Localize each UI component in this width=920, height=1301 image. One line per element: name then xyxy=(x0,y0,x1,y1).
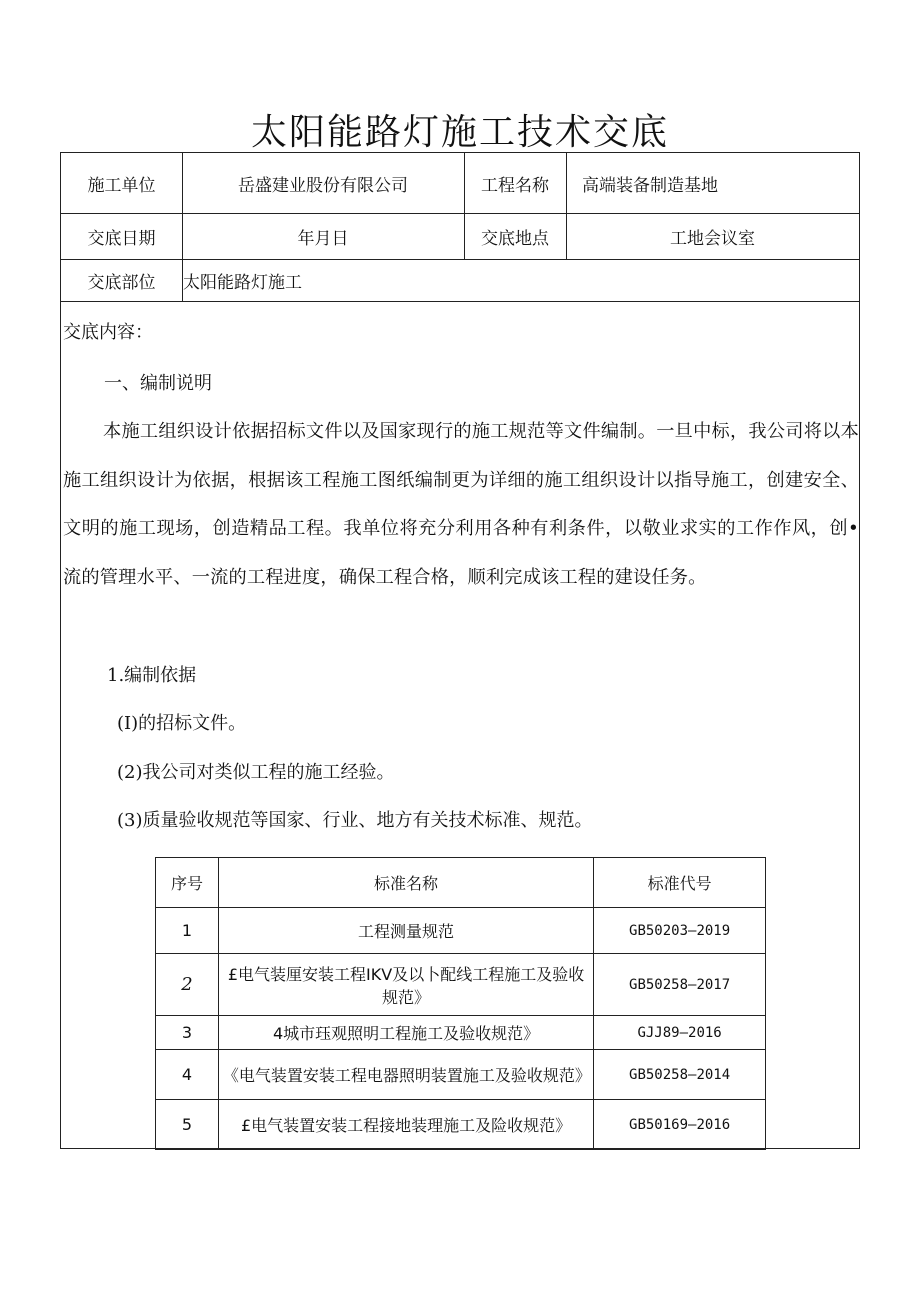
table-row xyxy=(156,954,766,1016)
content-heading: 交底内容： xyxy=(63,322,153,343)
description-paragraph xyxy=(63,408,859,602)
row-code: GB50258—2017 xyxy=(594,954,766,1016)
value-construction-unit: 岳盛建业股份有限公司 xyxy=(238,175,408,196)
label-disclosure-place: 交底地点 xyxy=(481,229,549,249)
section-heading: 一、编制说明 xyxy=(104,373,212,394)
row-no: 5 xyxy=(156,1100,219,1150)
header-code: 标准代号 xyxy=(594,858,766,908)
row-code: GB50203—2019 xyxy=(594,908,766,954)
header-name: 标准名称 xyxy=(218,858,593,908)
table-row xyxy=(156,1016,766,1050)
standards-table xyxy=(155,857,766,1150)
subsection-heading: 1.编制依据 xyxy=(107,665,197,686)
row-name: £电气装厘安装工程IKV及以卜配线工程施工及验收规范》 xyxy=(218,954,593,1016)
basis-item-3: (3)质量验收规范等国家、行业、地方有关技术标准、规范。 xyxy=(117,810,593,831)
basis-item-2: (2)我公司对类似工程的施工经验。 xyxy=(117,762,395,783)
disclosure-form xyxy=(60,152,860,1149)
row-name: £电气装置安装工程接地装理施工及险收规范》 xyxy=(218,1100,593,1150)
value-project-name: 高端装备制造基地 xyxy=(582,175,718,196)
document-title: 太阳能路灯施工技术交底 xyxy=(250,112,669,153)
header-no: 序号 xyxy=(156,858,219,908)
value-disclosure-place: 工地会议室 xyxy=(670,229,755,249)
header-row-3 xyxy=(61,260,859,302)
row-name: 4城市珏观照明工程施工及验收规范》 xyxy=(218,1016,593,1050)
label-construction-unit: 施工单位 xyxy=(87,175,156,196)
basis-item-1: (I)的招标文件。 xyxy=(117,713,247,734)
table-header-row xyxy=(156,858,766,908)
row-no: 3 xyxy=(156,1016,219,1050)
value-disclosure-part: 太阳能路灯施工 xyxy=(183,273,302,293)
table-row xyxy=(156,908,766,954)
table-row xyxy=(156,1050,766,1100)
row-code: GB50258—2014 xyxy=(594,1050,766,1100)
description-text: 本施工组织设计依据招标文件以及国家现行的施工规范等文件编制。一旦中标，我公司将以本施工组织设计为依据，根据该工程施工图纸编制更为详细的施工组织设计以指导施工，创建安全、文明的施工现场，创造精品工程。我单位将充分利用各种有利条件，以敬业求实的工作作风，创•流的管理水平、一流的工程进度，确保工程合格，顺利完成该工程的建设任务。 xyxy=(63,421,859,588)
label-disclosure-date: 交底日期 xyxy=(87,229,156,249)
value-disclosure-date: 年月日 xyxy=(297,229,349,249)
row-code: GB50169—2016 xyxy=(594,1100,766,1150)
row-code: GJJ89—2016 xyxy=(594,1016,766,1050)
table-row xyxy=(156,1100,766,1150)
row-no: 4 xyxy=(156,1050,219,1100)
row-name: 《电气装置安装工程电器照明装置施工及验收规范》 xyxy=(218,1050,593,1100)
header-row-1 xyxy=(61,153,859,214)
label-disclosure-part: 交底部位 xyxy=(87,273,156,293)
header-row-2 xyxy=(61,214,859,260)
row-name: 工程测量规范 xyxy=(218,908,593,954)
row-no: 1 xyxy=(156,908,219,954)
row-no: 2 xyxy=(156,954,219,1016)
label-project-name: 工程名称 xyxy=(481,175,549,196)
